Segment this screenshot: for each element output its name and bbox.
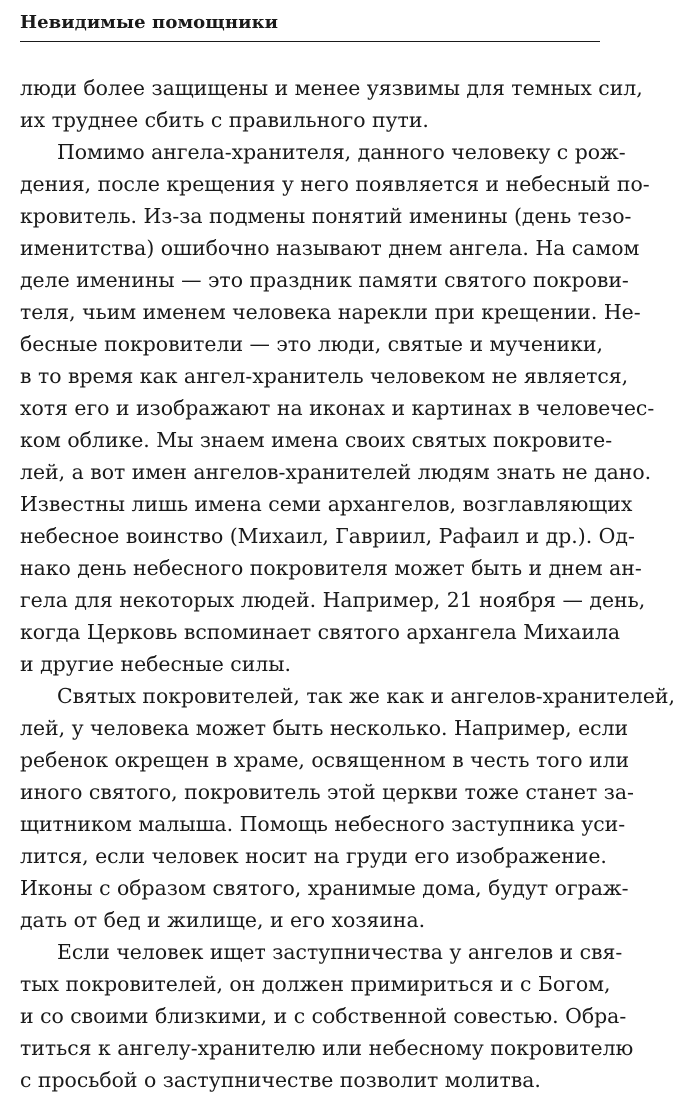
text-line: Известны лишь имена семи архангелов, возглавляющих xyxy=(20,492,633,516)
text-line: когда Церковь вспоминает святого архангела Михаила xyxy=(20,620,621,644)
text-line: лится, если человек носит на груди его изображение. xyxy=(20,844,607,868)
text-line: и со своими близкими, и с собственной совестью. Обра- xyxy=(20,1004,627,1028)
text-line: Если человек ищет заступничества у ангелов и свя- xyxy=(57,940,623,964)
text-line: люди более защищены и менее уязвимы для темных сил, xyxy=(20,76,643,100)
text-line: тых покровителей, он должен примириться и с Богом, xyxy=(20,972,611,996)
text-line: ребенок окрещен в храме, освященном в честь того или xyxy=(20,748,630,772)
text-line: их труднее сбить с правильного пути. xyxy=(20,108,429,132)
running-head-title: Невидимые помощники xyxy=(20,12,279,33)
text-line: ком облике. Мы знаем имена своих святых покровите- xyxy=(20,428,613,452)
text-line: нако день небесного покровителя может быть и днем ан- xyxy=(20,556,642,580)
text-line: кровитель. Из-за подмены понятий именины (день тезо- xyxy=(20,204,632,228)
text-line: лей, а вот имен ангелов-хранителей людям знать не дано. xyxy=(20,460,652,484)
text-line: Иконы с образом святого, хранимые дома, будут ограж- xyxy=(20,876,629,900)
text-line: теля, чьим именем человека нарекли при крещении. Не- xyxy=(20,300,641,324)
text-line: Помимо ангела-хранителя, данного человеку с рож- xyxy=(57,140,626,164)
text-line: бесные покровители — это люди, святые и мученики, xyxy=(20,332,603,356)
text-line: дать от бед и жилище, и его хозяина. xyxy=(20,908,426,932)
text-line: Святых покровителей, так же как и ангелов-хранителей, xyxy=(57,684,675,708)
text-line: лей, у человека может быть несколько. Например, если xyxy=(20,716,629,740)
text-line: с просьбой о заступничестве позволит молитва. xyxy=(20,1068,541,1092)
text-line: в то время как ангел-хранитель человеком не является, xyxy=(20,364,629,388)
text-line: и другие небесные силы. xyxy=(20,652,291,676)
text-line: деле именины — это праздник памяти святого покрови- xyxy=(20,268,629,292)
header-rule xyxy=(20,41,600,42)
text-line: щитником малыша. Помощь небесного заступника уси- xyxy=(20,812,626,836)
text-line: дения, после крещения у него появляется и небесный по- xyxy=(20,172,650,196)
text-line: именитства) ошибочно называют днем ангела. На самом xyxy=(20,236,640,260)
text-line: гела для некоторых людей. Например, 21 ноября — день, xyxy=(20,588,646,612)
text-line: иного святого, покровитель этой церкви тоже станет за- xyxy=(20,780,634,804)
text-line: небесное воинство (Михаил, Гавриил, Рафаил и др.). Од- xyxy=(20,524,635,548)
text-line: титься к ангелу-хранителю или небесному покровителю xyxy=(20,1036,634,1060)
text-line: хотя его и изображают на иконах и картинах в человечес- xyxy=(20,396,655,420)
